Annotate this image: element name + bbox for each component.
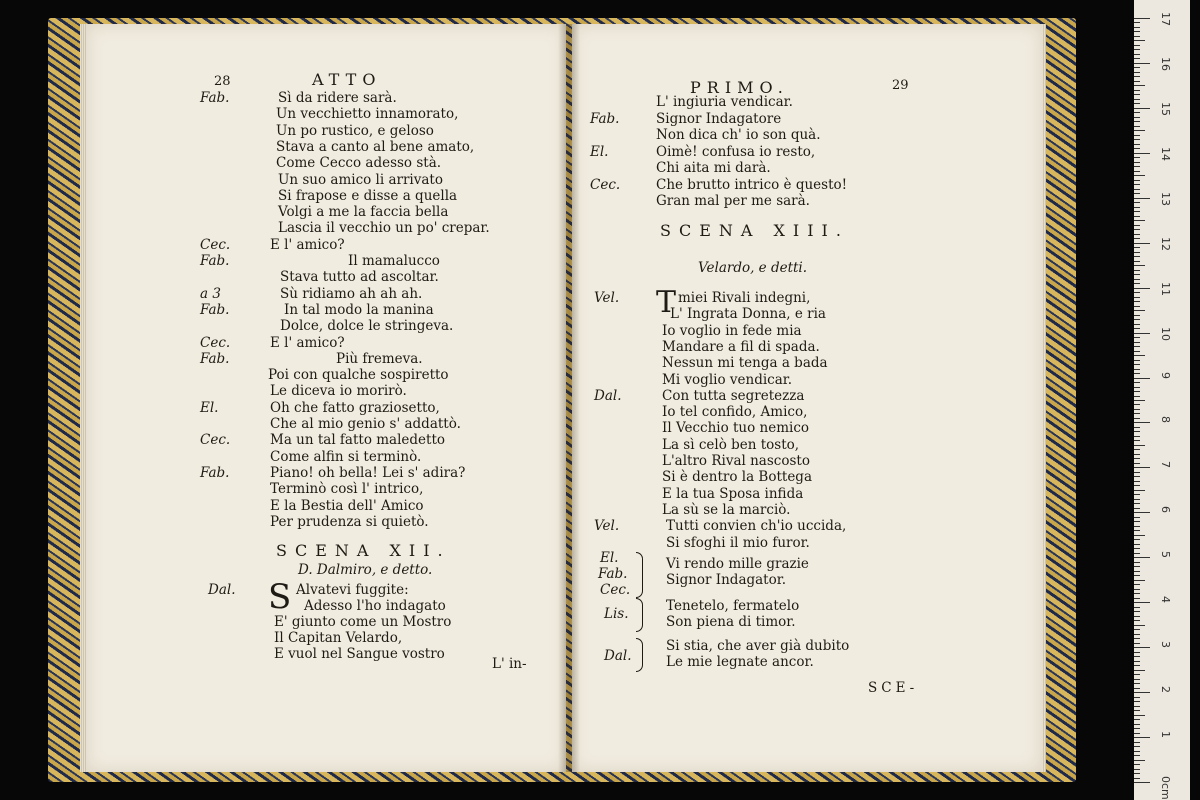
ruler-tick <box>1134 548 1140 549</box>
ruler-tick <box>1134 733 1140 734</box>
dialogue-line-text: L' Ingrata Donna, e ria <box>670 306 826 323</box>
ruler-tick <box>1134 234 1140 235</box>
ruler-tick <box>1134 575 1140 576</box>
dialogue-line-text: Ma un tal fatto maledetto <box>270 432 446 449</box>
dialogue-line-text: E vuol nel Sangue vostro <box>274 646 445 662</box>
ruler-tick <box>1134 76 1140 77</box>
left-scene-characters: D. Dalmiro, e detto. <box>298 562 433 578</box>
ruler-tick <box>1134 310 1145 311</box>
dialogue-line-text: Un suo amico li arrivato <box>278 171 443 188</box>
ruler-number: 5 <box>1159 551 1172 559</box>
ruler-tick <box>1134 288 1150 289</box>
dialogue-line-text: Mandare a fil di spada. <box>662 338 820 355</box>
left-catchword: L' in- <box>492 656 527 672</box>
dialogue-line-text: Io voglio in fede mia <box>662 322 802 339</box>
group2-brace <box>636 598 643 632</box>
ruler-tick <box>1134 225 1140 226</box>
dialogue-line-text: La sì celò ben tosto, <box>662 436 800 453</box>
ruler-tick <box>1134 571 1140 572</box>
ruler-tick <box>1134 503 1140 504</box>
ruler-tick <box>1134 710 1140 711</box>
dialogue-line-text: Piano! oh bella! Lei s' adira? <box>270 464 466 481</box>
ruler-tick <box>1134 445 1145 446</box>
dialogue-line-text: Oh che fatto graziosetto, <box>270 399 440 416</box>
ruler-tick <box>1134 782 1150 783</box>
ruler-tick <box>1134 742 1140 743</box>
ruler-tick <box>1134 715 1145 716</box>
ruler-tick <box>1134 656 1140 657</box>
ruler-tick <box>1134 679 1140 680</box>
ruler-tick <box>1134 99 1140 100</box>
dialogue-line-text: Dolce, dolce le stringeva. <box>280 318 454 335</box>
dialogue-line-text: Volgi a me la faccia bella <box>278 204 449 221</box>
ruler-tick <box>1134 130 1145 131</box>
group1-line-2: Signor Indagator. <box>666 572 786 588</box>
ruler-tick <box>1134 40 1145 41</box>
ruler-tick <box>1134 333 1150 334</box>
ruler-tick <box>1134 638 1140 639</box>
ruler-tick <box>1134 643 1140 644</box>
ruler-tick <box>1134 202 1140 203</box>
ruler-tick <box>1134 544 1140 545</box>
ruler-tick <box>1134 378 1150 379</box>
ruler-tick <box>1134 337 1140 338</box>
ruler-tick <box>1134 440 1140 441</box>
ruler-tick <box>1134 755 1140 756</box>
ruler-tick <box>1134 360 1140 361</box>
ruler-tick <box>1134 54 1140 55</box>
ruler-tick <box>1134 49 1140 50</box>
ruler-tick <box>1134 553 1140 554</box>
ruler-tick <box>1134 58 1140 59</box>
dialogue-line-speaker: Vel. <box>594 290 620 306</box>
ruler-tick <box>1134 751 1140 752</box>
ruler-tick <box>1134 373 1140 374</box>
ruler-tick <box>1134 607 1140 608</box>
ruler-tick <box>1134 157 1140 158</box>
dialogue-line-text: Il Vecchio tuo nemico <box>662 420 810 437</box>
dialogue-line-text: Io tel confido, Amico, <box>662 404 808 421</box>
ruler-tick <box>1134 139 1140 140</box>
ruler-number: 7 <box>1159 461 1172 469</box>
dialogue-line-speaker: Fab. <box>200 350 230 367</box>
ruler-tick <box>1134 629 1140 630</box>
dialogue-line-text: Il Capitan Velardo, <box>274 630 403 646</box>
dialogue-line-text: E l' amico? <box>270 236 345 253</box>
group1-speaker-2: Fab. <box>598 566 628 582</box>
ruler-tick <box>1134 72 1140 73</box>
dialogue-line-speaker: Fab. <box>200 301 230 318</box>
ruler-tick <box>1134 324 1140 325</box>
dialogue-line-text: miei Rivali indegni, <box>678 290 811 306</box>
ruler-tick <box>1134 90 1140 91</box>
ruler-tick <box>1134 382 1140 383</box>
ruler-tick <box>1134 144 1140 145</box>
ruler-tick <box>1134 593 1140 594</box>
ruler-number: 2 <box>1159 686 1172 694</box>
ruler-tick <box>1134 342 1140 343</box>
dialogue-line-text: La sù se la marciò. <box>662 501 791 518</box>
dialogue-line-text: Il mamalucco <box>348 253 440 269</box>
ruler-number: 0cm <box>1159 776 1172 800</box>
dialogue-line-text: Un po rustico, e geloso <box>276 122 434 139</box>
dialogue-line-text: Stava tutto ad ascoltar. <box>280 269 439 286</box>
ruler-tick <box>1134 238 1140 239</box>
left-dropcap: S <box>268 577 292 617</box>
ruler-tick <box>1134 458 1140 459</box>
ruler-tick <box>1134 620 1140 621</box>
ruler-number: 14 <box>1159 146 1172 161</box>
ruler-tick <box>1134 270 1140 271</box>
book-gutter <box>558 24 580 772</box>
ruler-tick <box>1134 292 1140 293</box>
ruler-tick <box>1134 396 1140 397</box>
group1-brace <box>636 552 643 598</box>
ruler-tick <box>1134 153 1150 154</box>
ruler-tick <box>1134 148 1140 149</box>
ruler-tick <box>1134 463 1140 464</box>
dialogue-line-speaker: Cec. <box>200 432 231 449</box>
ruler-tick <box>1134 274 1140 275</box>
group1-line-1: Vi rendo mille grazie <box>666 556 809 572</box>
dialogue-line-speaker: Dal. <box>208 582 236 598</box>
ruler-number: 16 <box>1159 56 1172 71</box>
scale-ruler <box>1134 0 1190 800</box>
ruler-number: 9 <box>1159 371 1172 379</box>
ruler-number: 6 <box>1159 506 1172 514</box>
ruler-tick <box>1134 27 1140 28</box>
dialogue-line-text: E la tua Sposa infida <box>662 485 804 502</box>
dialogue-line-text: Con tutta segretezza <box>662 387 805 404</box>
ruler-tick <box>1134 557 1150 558</box>
dialogue-line-text: Signor Indagatore <box>656 110 782 127</box>
ruler-tick <box>1134 589 1140 590</box>
ruler-tick <box>1134 261 1140 262</box>
ruler-tick <box>1134 184 1140 185</box>
dialogue-line-text: Per prudenza si quietò. <box>270 513 429 530</box>
group2-line-2: Son piena di timor. <box>666 614 796 630</box>
ruler-tick <box>1134 85 1145 86</box>
dialogue-line-text: In tal modo la manina <box>284 301 434 318</box>
ruler-tick <box>1134 387 1140 388</box>
ruler-tick <box>1134 701 1140 702</box>
ruler-tick <box>1134 521 1140 522</box>
ruler-tick <box>1134 319 1140 320</box>
ruler-tick <box>1134 67 1140 68</box>
ruler-number: 8 <box>1159 416 1172 424</box>
ruler-tick <box>1134 18 1150 19</box>
dialogue-line-speaker: Fab. <box>200 464 230 481</box>
ruler-tick <box>1134 769 1140 770</box>
dialogue-line-text: Si frapose e disse a quella <box>278 187 458 204</box>
ruler-tick <box>1134 499 1140 500</box>
ruler-tick <box>1134 467 1150 468</box>
ruler-tick <box>1134 449 1140 450</box>
ruler-tick <box>1134 539 1140 540</box>
ruler-tick <box>1134 562 1140 563</box>
ruler-tick <box>1134 526 1140 527</box>
dialogue-line-text: Oimè! confusa io resto, <box>656 143 816 160</box>
ruler-tick <box>1134 737 1150 738</box>
ruler-tick <box>1134 189 1140 190</box>
ruler-tick <box>1134 431 1140 432</box>
ruler-tick <box>1134 315 1140 316</box>
ruler-tick <box>1134 665 1140 666</box>
ruler-tick <box>1134 436 1140 437</box>
ruler-tick <box>1134 252 1140 253</box>
dialogue-line-text: Che al mio genio s' addattò. <box>270 416 461 432</box>
dialogue-line-text: E' giunto come un Mostro <box>274 614 452 630</box>
ruler-tick <box>1134 490 1145 491</box>
ruler-number: 3 <box>1159 641 1172 649</box>
ruler-tick <box>1134 535 1145 536</box>
ruler-tick <box>1134 683 1140 684</box>
group3-line-1: Si stia, che aver già dubito <box>666 638 850 654</box>
dialogue-line-text: Sì da ridere sarà. <box>278 90 397 106</box>
ruler-number: 12 <box>1159 236 1172 251</box>
group3-speaker: Dal. <box>604 648 632 664</box>
ruler-tick <box>1134 346 1140 347</box>
group1-speaker-1: El. <box>600 550 619 566</box>
ruler-tick <box>1134 112 1140 113</box>
dialogue-line-text: Un vecchietto innamorato, <box>276 106 459 123</box>
ruler-tick <box>1134 63 1150 64</box>
ruler-tick <box>1134 760 1145 761</box>
ruler-tick <box>1134 485 1140 486</box>
ruler-tick <box>1134 719 1140 720</box>
ruler-tick <box>1134 126 1140 127</box>
dialogue-line-text: Nessun mi tenga a bada <box>662 355 828 372</box>
left-scene-heading: SCENA XII. <box>276 541 451 560</box>
group1-speaker-3: Cec. <box>600 582 631 598</box>
ruler-tick <box>1134 625 1145 626</box>
dialogue-line-text: Le diceva io morirò. <box>270 383 407 400</box>
ruler-tick <box>1134 216 1140 217</box>
ruler-tick <box>1134 45 1140 46</box>
ruler-tick <box>1134 616 1140 617</box>
ruler-number: 15 <box>1159 101 1172 116</box>
dialogue-line-speaker: Fab. <box>200 90 230 106</box>
right-scene-characters: Velardo, e detti. <box>698 260 808 276</box>
ruler-tick <box>1134 279 1140 280</box>
dialogue-line-text: Terminò così l' intrico, <box>270 481 424 498</box>
ruler-tick <box>1134 454 1140 455</box>
dialogue-line-speaker: Cec. <box>590 176 621 193</box>
dialogue-line-text: Che brutto intrico è questo! <box>656 176 848 193</box>
ruler-tick <box>1134 301 1140 302</box>
ruler-tick <box>1134 243 1150 244</box>
left-page-number: 28 <box>214 74 231 89</box>
right-scene-heading: SCENA XIII. <box>660 221 849 240</box>
dialogue-line-speaker: a 3 <box>200 285 221 302</box>
ruler-tick <box>1134 364 1140 365</box>
dialogue-line-text: Non dica ch' io son quà. <box>656 127 821 143</box>
ruler-number: 17 <box>1159 12 1172 26</box>
ruler-number: 13 <box>1159 191 1172 206</box>
ruler-tick <box>1134 180 1140 181</box>
dialogue-line-text: Come alfin si terminò. <box>270 448 422 465</box>
dialogue-line-text: Più fremeva. <box>336 350 423 367</box>
ruler-tick <box>1134 427 1140 428</box>
group2-line-1: Tenetelo, fermatelo <box>666 598 800 614</box>
ruler-tick <box>1134 706 1140 707</box>
ruler-number: 4 <box>1159 596 1172 604</box>
ruler-tick <box>1134 256 1140 257</box>
ruler-tick <box>1134 652 1140 653</box>
ruler-tick <box>1134 418 1140 419</box>
ruler-tick <box>1134 121 1140 122</box>
dialogue-line-speaker: Cec. <box>200 236 231 253</box>
group2-speaker: Lis. <box>604 606 629 622</box>
ruler-tick <box>1134 409 1140 410</box>
ruler-tick <box>1134 328 1140 329</box>
ruler-number: 11 <box>1159 281 1172 296</box>
dialogue-line-text: E l' amico? <box>270 334 345 351</box>
ruler-tick <box>1134 611 1140 612</box>
ruler-tick <box>1134 580 1145 581</box>
ruler-tick <box>1134 517 1140 518</box>
ruler-tick <box>1134 647 1150 648</box>
ruler-tick <box>1134 728 1140 729</box>
ruler-tick <box>1134 36 1140 37</box>
right-dropcap: T <box>656 285 677 320</box>
ruler-tick <box>1134 634 1140 635</box>
ruler-tick <box>1134 764 1140 765</box>
dialogue-line-speaker: Vel. <box>594 518 620 535</box>
ruler-tick <box>1134 422 1150 423</box>
ruler-tick <box>1134 162 1140 163</box>
dialogue-line-text: Si sfoghi il mio furor. <box>666 534 810 551</box>
ruler-tick <box>1134 171 1140 172</box>
ruler-tick <box>1134 530 1140 531</box>
ruler-tick <box>1134 135 1140 136</box>
dialogue-line-speaker: Cec. <box>200 334 231 351</box>
dialogue-line-speaker: Fab. <box>200 253 230 269</box>
ruler-tick <box>1134 306 1140 307</box>
ruler-tick <box>1134 229 1140 230</box>
group3-line-2: Le mie legnate ancor. <box>666 654 814 670</box>
ruler-tick <box>1134 670 1145 671</box>
ruler-tick <box>1134 598 1140 599</box>
right-running-head: PRIMO. <box>690 78 789 97</box>
group3-brace <box>636 638 643 672</box>
dialogue-line-text: Sù ridiamo ah ah ah. <box>280 285 423 302</box>
ruler-tick <box>1134 31 1140 32</box>
ruler-tick <box>1134 724 1140 725</box>
dialogue-line-text: Lascia il vecchio un po' crepar. <box>278 220 490 237</box>
ruler-tick <box>1134 566 1140 567</box>
ruler-tick <box>1134 602 1150 603</box>
ruler-number: 10 <box>1159 326 1172 341</box>
dialogue-line-speaker: Fab. <box>590 110 620 127</box>
ruler-tick <box>1134 472 1140 473</box>
ruler-tick <box>1134 117 1140 118</box>
ruler-tick <box>1134 211 1140 212</box>
dialogue-line-text: Chi aita mi darà. <box>656 160 771 176</box>
ruler-tick <box>1134 508 1140 509</box>
ruler-tick <box>1134 207 1140 208</box>
ruler-tick <box>1134 413 1140 414</box>
dialogue-line-text: Si è dentro la Bottega <box>662 469 812 486</box>
dialogue-line-text: Alvatevi fuggite: <box>296 582 409 598</box>
ruler-tick <box>1134 746 1140 747</box>
ruler-tick <box>1134 391 1140 392</box>
ruler-tick <box>1134 692 1150 693</box>
ruler-tick <box>1134 476 1140 477</box>
ruler-tick <box>1134 297 1140 298</box>
ruler-tick <box>1134 773 1140 774</box>
dialogue-line-text: Gran mal per me sarà. <box>656 193 810 209</box>
dialogue-line-text: Poi con qualche sospiretto <box>268 367 449 384</box>
ruler-tick <box>1134 283 1140 284</box>
dialogue-line-text: L' ingiuria vendicar. <box>656 94 793 110</box>
ruler-tick <box>1134 351 1140 352</box>
ruler-tick <box>1134 494 1140 495</box>
ruler-tick <box>1134 674 1140 675</box>
ruler-tick <box>1134 103 1140 104</box>
ruler-tick <box>1134 404 1140 405</box>
ruler-tick <box>1134 512 1150 513</box>
ruler-tick <box>1134 778 1140 779</box>
ruler-tick <box>1134 108 1150 109</box>
dialogue-line-speaker: El. <box>590 143 609 160</box>
ruler-tick <box>1134 697 1140 698</box>
dialogue-line-text: Tutti convien ch'io uccida, <box>666 518 847 535</box>
ruler-tick <box>1134 94 1140 95</box>
ruler-tick <box>1134 481 1140 482</box>
ruler-tick <box>1134 166 1140 167</box>
ruler-tick <box>1134 661 1140 662</box>
ruler-tick <box>1134 22 1140 23</box>
ruler-tick <box>1134 220 1145 221</box>
dialogue-line-text: Mi voglio vendicar. <box>662 371 793 388</box>
ruler-tick <box>1134 265 1145 266</box>
dialogue-line-text: Stava a canto al bene amato, <box>276 138 475 155</box>
ruler-tick <box>1134 369 1140 370</box>
ruler-tick <box>1134 400 1145 401</box>
dialogue-line-text: L'altro Rival nascosto <box>662 453 810 469</box>
ruler-tick <box>1134 247 1140 248</box>
ruler-tick <box>1134 198 1150 199</box>
dialogue-line-text: E la Bestia dell' Amico <box>270 497 424 514</box>
dialogue-line-text: Come Cecco adesso stà. <box>276 155 442 172</box>
dialogue-line-speaker: El. <box>200 399 219 416</box>
dialogue-line-speaker: Dal. <box>594 387 622 404</box>
ruler-number: 1 <box>1159 731 1172 739</box>
ruler-tick <box>1134 193 1140 194</box>
right-page-number: 29 <box>892 78 909 93</box>
right-catchword: SCE- <box>868 680 919 696</box>
ruler-tick <box>1134 175 1145 176</box>
ruler-tick <box>1134 688 1140 689</box>
dialogue-line-text: Adesso l'ho indagato <box>304 598 446 614</box>
ruler-tick <box>1134 81 1140 82</box>
ruler-tick <box>1134 355 1145 356</box>
left-running-head: ATTO <box>312 70 382 89</box>
ruler-tick <box>1134 584 1140 585</box>
